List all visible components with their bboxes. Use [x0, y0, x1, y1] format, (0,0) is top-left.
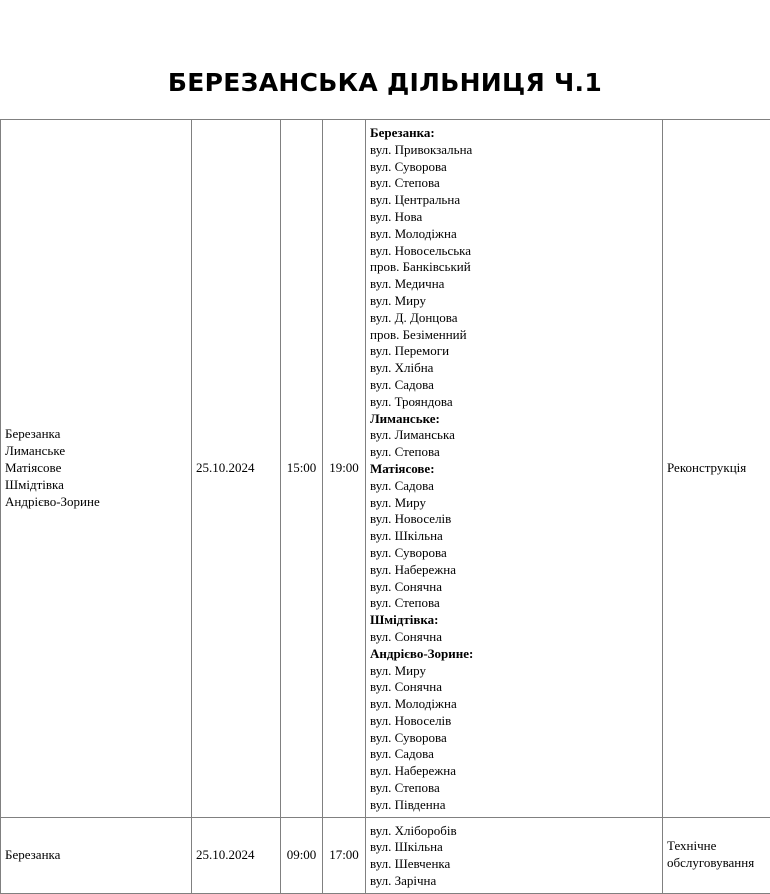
table-row	[1, 817, 770, 893]
time-from-cell: 15:00	[281, 120, 323, 818]
street-name: вул. Степова	[370, 595, 440, 611]
street-name: вул. Хліборобів	[370, 822, 457, 838]
reason-cell: Технічне обслуговування	[663, 817, 770, 893]
date-cell: 25.10.2024	[192, 817, 281, 893]
street-name: вул. Сонячна	[370, 578, 442, 594]
street-name: вул. Сонячна	[370, 628, 442, 644]
reason-cell: Реконструкція	[663, 120, 770, 818]
date-cell: 25.10.2024	[192, 120, 281, 818]
settlement-name: Березанка	[5, 846, 61, 862]
street-name: пров. Банківський	[370, 259, 471, 275]
outage-schedule-table	[0, 119, 770, 894]
table-body	[1, 120, 770, 894]
street-name: вул. Південна	[370, 796, 446, 812]
street-name: вул. Шкільна	[370, 528, 443, 544]
street-name: вул. Новосельська	[370, 242, 472, 258]
settlement-heading: Матіясове:	[370, 460, 435, 476]
street-name: вул. Медична	[370, 276, 445, 292]
street-name: вул. Шкільна	[370, 839, 443, 855]
street-name: вул. Центральна	[370, 192, 461, 208]
street-name: вул. Перемоги	[370, 343, 450, 359]
street-name: вул. Молодіжна	[370, 225, 457, 241]
time-to-cell: 17:00	[323, 817, 366, 893]
street-name: вул. Суворова	[370, 729, 447, 745]
table-row	[1, 120, 770, 818]
settlement-name: Андрієво-Зорине	[5, 493, 100, 509]
street-name: вул. Молодіжна	[370, 696, 457, 712]
settlements-cell	[1, 120, 192, 818]
time-to-cell: 19:00	[323, 120, 366, 818]
settlement-heading: Березанка:	[370, 125, 435, 140]
street-name: вул. Садова	[370, 477, 434, 493]
street-name: вул. Миру	[370, 662, 426, 678]
time-from-cell: 09:00	[281, 817, 323, 893]
street-name: пров. Безіменний	[370, 326, 467, 342]
settlement-heading: Лиманське:	[370, 410, 440, 426]
street-name: вул. Новоселів	[370, 712, 452, 728]
street-name: вул. Лиманська	[370, 427, 455, 443]
street-name: вул. Набережна	[370, 561, 456, 577]
street-name: вул. Трояндова	[370, 393, 453, 409]
settlements-cell	[1, 817, 192, 893]
settlement-name: Березанка	[5, 426, 61, 442]
settlement-name: Матіясове	[5, 459, 62, 475]
streets-cell	[366, 120, 663, 818]
page-title: БЕРЕЗАНСЬКА ДІЛЬНИЦЯ Ч.1	[167, 68, 603, 97]
street-name: вул. Шевченка	[370, 856, 451, 872]
street-name: вул. Садова	[370, 746, 434, 762]
street-name: вул. Садова	[370, 376, 434, 392]
streets-cell	[366, 817, 663, 893]
settlement-name: Шмідтівка	[5, 476, 64, 492]
street-name: вул. Хлібна	[370, 360, 434, 376]
street-name: вул. Набережна	[370, 763, 456, 779]
street-name: вул. Степова	[370, 175, 440, 191]
street-name: вул. Миру	[370, 494, 426, 510]
street-name: вул. Степова	[370, 780, 440, 796]
street-name: вул. Суворова	[370, 158, 447, 174]
street-name: вул. Миру	[370, 292, 426, 308]
street-name: вул. Степова	[370, 444, 440, 460]
street-name: вул. Суворова	[370, 544, 447, 560]
settlement-name: Лиманське	[5, 443, 66, 459]
settlement-heading: Шмідтівка:	[370, 612, 439, 628]
street-name: вул. Нова	[370, 208, 423, 224]
street-name: вул. Привокзальна	[370, 141, 473, 157]
street-name: вул. Сонячна	[370, 679, 442, 695]
street-name: вул. Новоселів	[370, 511, 452, 527]
street-name: вул. Д. Донцова	[370, 309, 458, 325]
settlement-heading: Андрієво-Зорине:	[370, 645, 474, 661]
street-name: вул. Зарічна	[370, 873, 437, 889]
